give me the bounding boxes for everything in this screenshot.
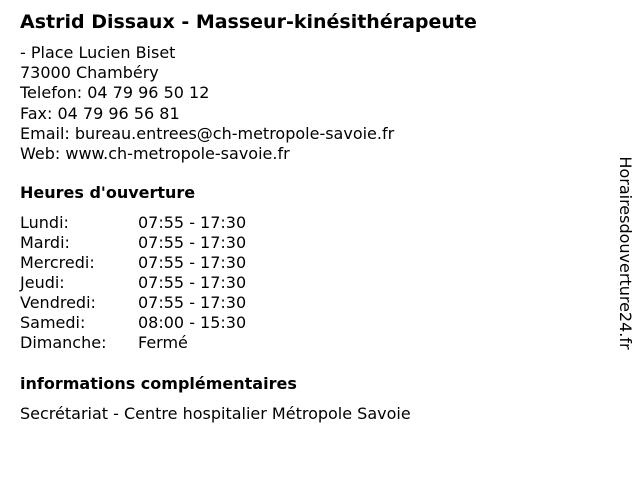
info-text: Secrétariat - Centre hospitalier Métropole Savoie [20,404,411,423]
hours-heading: Heures d'ouverture [20,183,196,202]
time-value: 07:55 - 17:30 [138,273,247,292]
time-value: 07:55 - 17:30 [138,233,247,252]
contact-block [20,43,394,164]
page-title: Astrid Dissaux - Masseur-kinésithérapeute [20,11,477,33]
address-line-1: - Place Lucien Biset [20,43,176,62]
time-value: 07:55 - 17:30 [138,213,247,232]
email-address[interactable]: Email: bureau.entrees@ch-metropole-savoie.fr [20,123,395,143]
phone-number[interactable]: Telefon: 04 79 96 50 12 [20,83,210,103]
info-heading: informations complémentaires [20,374,297,393]
website-link[interactable]: Web: www.ch-metropole-savoie.fr [20,144,290,164]
day-label: Samedi: [20,313,86,332]
time-value: 07:55 - 17:30 [138,293,247,312]
day-label: Jeudi: [20,273,65,292]
fax-number: Fax: 04 79 96 56 81 [20,103,180,123]
time-value: Fermé [138,333,188,352]
day-label: Mardi: [20,233,70,252]
time-value: 07:55 - 17:30 [138,253,247,272]
address-line-2: 73000 Chambéry [20,63,159,83]
day-label: Mercredi: [20,253,95,272]
day-label: Dimanche: [20,333,107,352]
watermark-text: Horairesdouverture24.fr [616,156,635,350]
day-label: Lundi: [20,213,69,232]
time-value: 08:00 - 15:30 [138,313,247,332]
day-label: Vendredi: [20,293,96,312]
